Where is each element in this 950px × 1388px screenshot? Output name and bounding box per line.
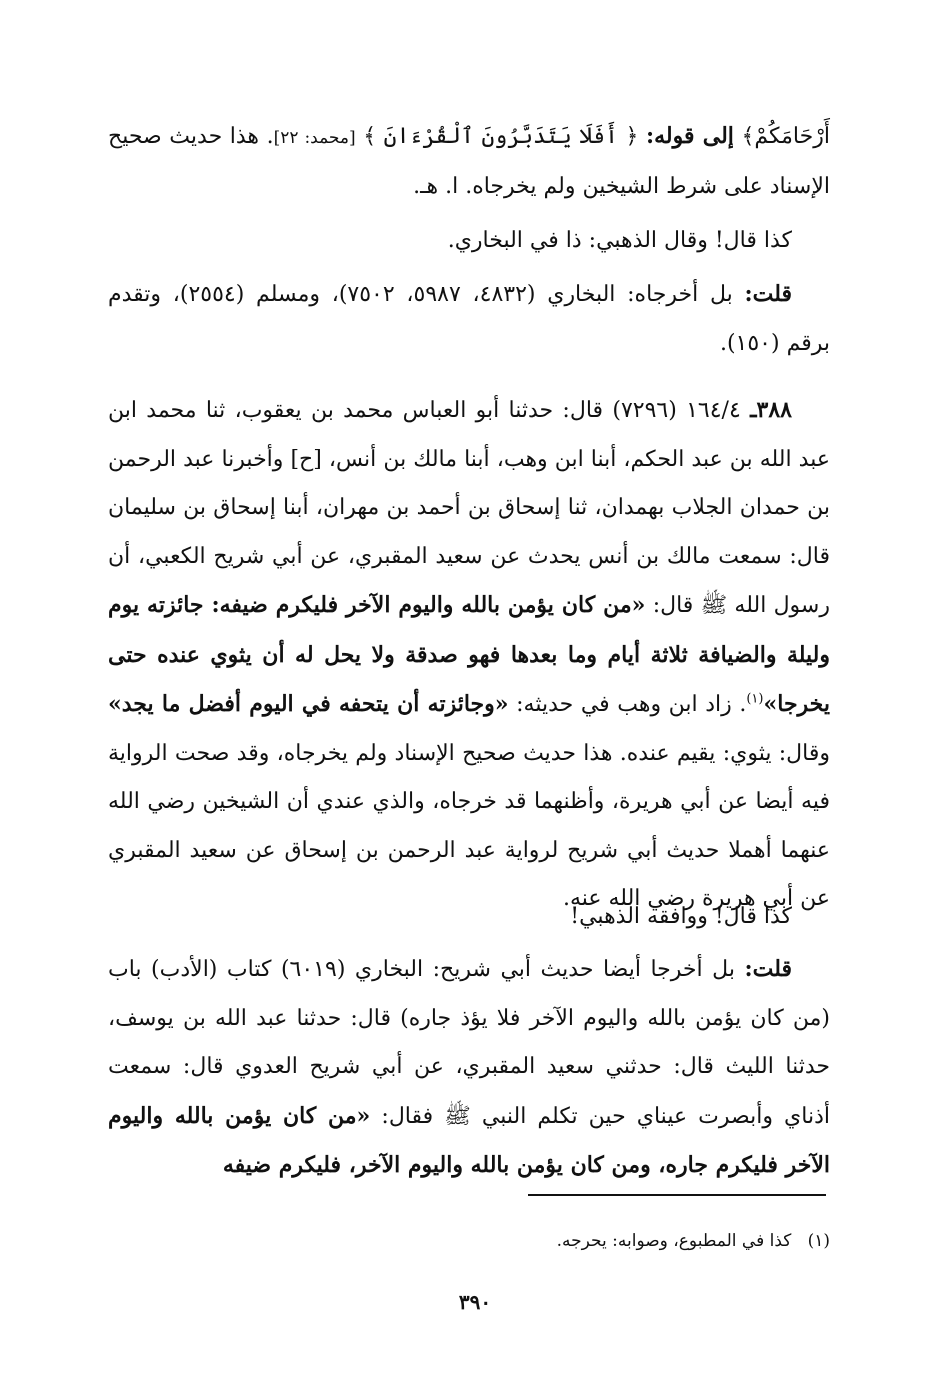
qultu-label: قلت:	[744, 281, 793, 307]
paragraph-qultu-1	[108, 270, 830, 368]
hadith-matn: «من كان يؤمن بالله واليوم الآخر فليكرم ضيفه: جائزته يوم وليلة والضيافة ثلاثة أيام وما بعدها فهو صدقة ولا يحل له أن يثوي عنده حتى يخرجا»	[108, 592, 830, 717]
quran-quote-arhamakum: أَرْحَامَكُمْ﴾	[741, 124, 830, 149]
footnote	[108, 1226, 830, 1256]
verse-reference: [محمد: ٢٢]	[273, 128, 356, 148]
paragraph-comment-2	[108, 893, 830, 942]
footnote-divider	[528, 1194, 826, 1196]
comment-text-2: كذا قال! ووافقه الذهبي!	[570, 904, 792, 929]
qultu-text: بل أخرجاه: البخاري (٤٨٣٢، ٥٩٨٧، ٧٥٠٢)، ومسلم (٢٥٥٤)، وتقدم برقم (١٥٠).	[108, 282, 830, 356]
ziyada-matn: «وجائزته أن يتحفه في اليوم أفضل ما يجد»	[108, 691, 509, 717]
hakim-commentary: وقال: يثوي: يقيم عنده. هذا حديث صحيح الإسناد ولم يخرجاه، وقد صحت الرواية فيه أيضا عن أبي هريرة، وأظنهما قد خرجاه، والذي عندي أن الشيخين رضي الله عنهما أهملا حديث أبي شريح لرواية عبد الرحمن بن إسحاق عن سعيد المقبري عن أبي هريرة رضي الله عنه.	[108, 740, 831, 911]
quran-quote-afala: ﴿ أَفَلَا يَتَدَبَّرُونَ ٱلْقُرْءَانَ ﴾	[363, 124, 639, 149]
comment-text: كذا قال! وقال الذهبي: ذا في البخاري.	[447, 228, 792, 253]
footnote-text: كذا في المطبوع، وصوابه: يحرجه.	[556, 1231, 792, 1251]
paragraph-comment-1	[108, 217, 830, 266]
bukhari-matn: «من كان يؤمن بالله واليوم الآخر فليكرم جاره، ومن كان يؤمن بالله واليوم الآخر، فليكرم ضيفه	[108, 1102, 830, 1178]
hadith-number: ٣٨٨ـ	[750, 397, 792, 423]
ziyada-intro: . زاد ابن وهب في حديثه:	[516, 692, 747, 717]
qultu-label-2: قلت:	[744, 956, 792, 982]
footnote-reference[interactable]: (١)	[746, 691, 764, 707]
page-number: ٣٩٠	[458, 1290, 492, 1314]
hadith-entry-388	[108, 386, 830, 924]
bukhari-isnad: بل أخرجا أيضا حديث أبي شريح: البخاري (٦٠١٩) كتاب (الأدب) باب (من كان يؤمن بالله واليوم الآخر فلا يؤذ جاره) قال: حدثنا عبد الله بن يوسف، حدثنا الليث قال: حدثني سعيد المقبري، عن أبي شريح العدوي قال: سمعت أذناي وأبصرت عيناي حين تكلم النبي ﷺ فقال:	[108, 957, 830, 1129]
ila-qawlih-label: إلى قوله:	[646, 123, 734, 149]
paragraph1-rest: . هذا حديث صحيح الإسناد على شرط الشيخين ولم يخرجاه. ا. هـ.	[108, 124, 830, 199]
paragraph-qultu-2	[108, 945, 830, 1191]
paragraph-verse-citation	[108, 112, 830, 211]
footnote-number: (١)	[807, 1231, 830, 1251]
isnad-text: ١٦٤/٤ (٧٢٩٦) قال: حدثنا أبو العباس محمد بن يعقوب، ثنا محمد ابن عبد الله بن عبد الحكم، أبنا ابن وهب، أبنا مالك بن أنس، [ح] وأخبرنا عبد الرحمن بن حمدان الجلاب بهمدان، ثنا إسحاق بن أحمد بن مهران، أبنا إسحاق بن سليمان قال: سمعت مالك بن أنس يحدث عن سعيد المقبري، عن أبي شريح الكعبي، أن رسول الله ﷺ قال:	[108, 398, 830, 618]
